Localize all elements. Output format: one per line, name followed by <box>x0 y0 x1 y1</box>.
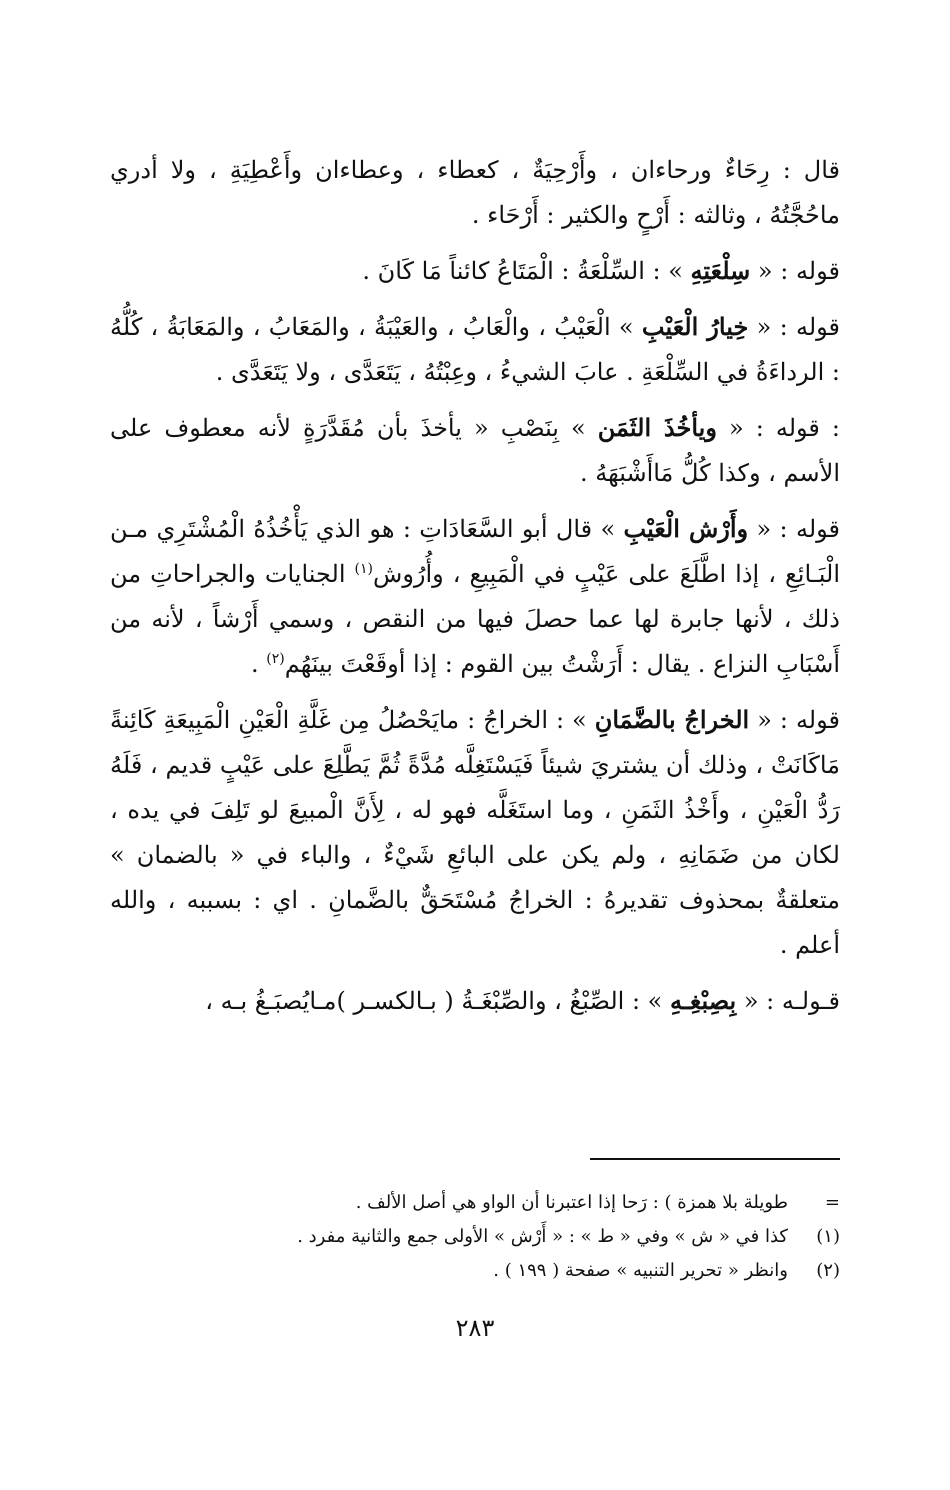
paragraph-1 <box>110 148 840 238</box>
paragraph-2 <box>110 248 840 294</box>
footnote-separator <box>590 1158 840 1160</box>
footnote-ref-2[interactable]: (٢) <box>266 651 285 667</box>
paragraph-7-text: » : الصِّبْغُ ، والصِّبْغَـةُ ( بـالكسـر )مـايُصبَـغُ بـه ، <box>205 987 670 1015</box>
footnote-marker: = <box>824 1192 840 1213</box>
paragraph-4-lead: : قوله : « <box>716 414 840 442</box>
paragraph-5-lead: قوله : « <box>748 515 840 543</box>
paragraph-2-keyword: سِلْعَتِهِ <box>690 256 751 285</box>
footnote-text: كذا في « ش » وفي « ط » : « أَرْش » الأولى جمع والثانية مفرد . <box>297 1226 788 1247</box>
paragraph-7-keyword: بِصِبْغِـهِ <box>670 986 737 1015</box>
footnote-text: طويلة بلا همزة ) : رَحا إذا اعتبرنا أن الواو هي أصل الألف . <box>355 1192 788 1213</box>
footnote-marker: (٢) <box>816 1260 840 1281</box>
footnote-1 <box>110 1220 840 1254</box>
main-text <box>110 148 840 1034</box>
paragraph-6-text: » : الخراجُ : مايَحْصُلُ مِن غَلَّةِ الْعَيْنِ الْمَبِيعَةِ كَائِنةً مَاكَانَتْ ، وذلك أن يشتريَ شيئاً فَيَسْتَغِلَّه مُدَّةً ثُمَّ يَطَّلِعَ على عَيْبٍ قديم ، فَلَهُ رَدُّ الْعَيْنِ ، وأَخْذُ الثَمَنِ ، وما استَغَلَّه فهو له ، لِأَنَّ الْمبيعَ لو تَلِفَ في يده ، لكان من ضَمَانِهِ ، ولم يكن على البائعِ شَيْءٌ ، والباء في « بالضمان » متعلقةٌ بمحذوف تقديرهُ : الخراجُ مُسْتَحَقٌّ بالضَّمانِ . اي : بسببه ، والله أعلم . <box>110 706 841 959</box>
footnote-continued <box>110 1186 840 1220</box>
paragraph-3-text: » الْعَيْبُ ، والْعَابُ ، والعَيْبَةُ ، والمَعَابُ ، والمَعَابَةُ ، كُلُّهُ : الرداءَةُ في السِّلْعَةِ . عابَ الشيءُ ، وعِبْتُهُ ، يَتَعَدَّى ، ولا يَتَعَدَّى . <box>110 313 840 386</box>
footnotes <box>110 1186 840 1288</box>
paragraph-7-lead: قـولـه : « <box>736 987 840 1015</box>
paragraph-7 <box>110 978 840 1024</box>
paragraph-3-lead: قوله : « <box>748 313 840 341</box>
paragraph-6 <box>110 697 840 968</box>
paragraph-1-text: قال : رِحَاءٌ ورحاءان ، وأَرْحِيَةٌ ، كعطاء ، وعطاءان وأَعْطِيَةِ ، ولا أدري ماحُجَّتُهُ ، وثالثه : أَرْحٍ والكثير : أَرْحَاء . <box>110 156 840 229</box>
footnote-ref-1[interactable]: (١) <box>354 561 374 577</box>
paragraph-3-keyword: خِيارُ الْعَيْبِ <box>641 312 749 341</box>
footnote-text: وانظر « تحرير التنبيه » صفحة ( ١٩٩ ) . <box>493 1260 788 1281</box>
footnote-marker: (١) <box>816 1226 840 1247</box>
paragraph-5-text: » قال أبو السَّعَادَاتِ : هو الذي يَأْخُذُهُ الْمُشْتَرِي مـن الْبَـائِعِ ، إذا اطَّلَعَ على عَيْبٍ في الْمَبِيعِ ، وأُرُوش <box>110 515 841 588</box>
paragraph-5-text-2: الجنايات والجراحاتِ من ذلك ، لأنها جابرة لها عما حصلَ فيها من النقص ، وسمي أَرْشاً ، لأنه من أَسْبَابِ النزاع . يقال : أَرَشْتُ بين القوم : إذا أوقَعْتَ بينَهُم <box>110 560 840 678</box>
page-number: ٢٨٣ <box>455 1314 495 1342</box>
paragraph-6-keyword: الخراجُ بالضَّمَانِ <box>594 705 750 734</box>
paragraph-6-lead: قوله : « <box>749 706 840 734</box>
paragraph-2-text: » : السِّلْعَةُ : الْمَتَاعُ كائناً مَا كَانَ . <box>362 257 691 285</box>
footnote-2 <box>110 1254 840 1288</box>
paragraph-5-keyword: وأَرْش الْعَيْبِ <box>623 514 749 543</box>
paragraph-2-lead: قوله : « <box>750 257 840 285</box>
paragraph-4 <box>110 405 840 496</box>
paragraph-4-text: » بِنَصْبِ « يأخذَ بأن مُقَدَّرَةٍ لأنه معطوف على الأسم ، وكذا كُلُّ مَاأَشْبَهَهُ . <box>110 414 840 487</box>
paragraph-5 <box>110 506 840 687</box>
paragraph-5-text-3: . <box>250 650 267 678</box>
paragraph-4-keyword: ويأخُذَ الثَمَن <box>597 413 717 442</box>
paragraph-3 <box>110 304 840 395</box>
